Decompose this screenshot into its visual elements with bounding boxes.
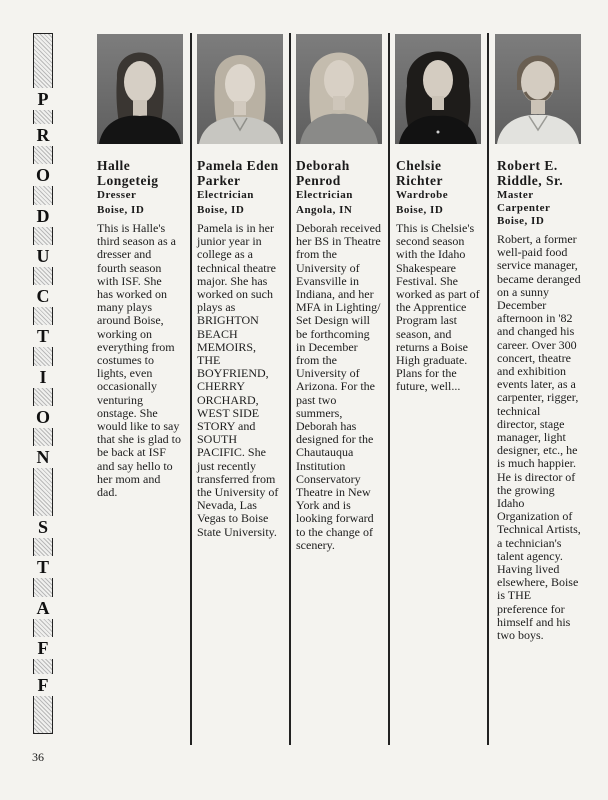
bio-line: would like to say	[97, 419, 180, 434]
bio-line: Robert, a former	[497, 232, 577, 246]
bio-line: STORY and	[197, 419, 256, 434]
bio-line: the University of	[197, 485, 279, 500]
bio-line: BOYFRIEND,	[197, 366, 269, 381]
bio-line: venturing	[97, 392, 143, 407]
bio-line: Technical Artists,	[497, 522, 581, 537]
staff-bio	[497, 233, 581, 642]
bio-line: afternoon in '82	[497, 311, 573, 326]
headshot-photo	[495, 34, 581, 144]
bio-line: from the	[296, 353, 337, 368]
portrait-image	[97, 34, 183, 144]
bio-line: junior year in	[197, 234, 262, 249]
staff-first-name: Pamela Eden	[197, 158, 279, 173]
bio-line: Indiana, and her	[296, 287, 374, 302]
staff-first-name: Robert E.	[497, 158, 558, 173]
bio-line: Idaho	[497, 496, 525, 511]
bio-line: career. Over 300	[497, 337, 577, 352]
bio-line: director, stage	[497, 416, 565, 431]
bio-line: York and is	[296, 498, 351, 513]
staff-role-line2: Carpenter	[497, 202, 551, 214]
bio-line: High graduate.	[396, 353, 468, 368]
staff-role: Electrician	[296, 189, 353, 201]
bio-line: working on	[97, 326, 152, 341]
bio-line: major. She has	[197, 273, 268, 288]
sidebar-letter: O	[32, 406, 54, 428]
bio-line: is much happier.	[497, 456, 576, 471]
portrait-image	[395, 34, 481, 144]
bio-line: on a sunny	[497, 284, 549, 299]
bio-line: her mom and	[97, 471, 161, 486]
staff-role: Wardrobe	[396, 189, 449, 201]
bio-line: Theatre in New	[296, 485, 371, 500]
sidebar-letter: C	[32, 285, 54, 307]
bio-line: and exhibition	[497, 364, 566, 379]
bio-line: Pamela is in her	[197, 221, 274, 235]
bio-line: He is director of	[497, 469, 576, 484]
sidebar-letter: D	[32, 205, 54, 227]
headshot-photo	[97, 34, 183, 144]
bio-line: became deranged	[497, 271, 581, 286]
bio-line: talent agency.	[497, 548, 563, 563]
bio-line: be forthcoming	[296, 326, 370, 341]
bio-line: has worked on	[97, 287, 167, 302]
column-divider	[388, 33, 390, 745]
bio-line: MFA in Lighting/	[296, 300, 381, 315]
sidebar-letter: T	[32, 325, 54, 347]
bio-line: with ISF. She	[97, 273, 162, 288]
bio-line: third season as a	[97, 234, 176, 249]
bio-line: December	[497, 298, 547, 313]
staff-hometown: Boise, ID	[396, 204, 444, 216]
bio-line: around Boise,	[97, 313, 164, 328]
staff-hometown: Boise, ID	[97, 204, 145, 216]
sidebar-letter: O	[32, 164, 54, 186]
staff-bio	[296, 222, 381, 552]
bio-line: two boys.	[497, 628, 544, 643]
staff-first-name: Deborah	[296, 158, 350, 173]
bio-line: worked on such	[197, 287, 273, 302]
staff-last-name: Penrod	[296, 173, 341, 188]
bio-line: fourth season	[97, 260, 162, 275]
bio-line: dresser and	[97, 247, 152, 262]
bio-line: and changed his	[497, 324, 575, 339]
bio-line: Conservatory	[296, 471, 361, 486]
bio-line: many plays	[97, 300, 152, 315]
bio-line: is THE	[497, 588, 532, 603]
bio-line: WEST SIDE	[197, 405, 260, 420]
bio-line: Shakespeare	[396, 260, 456, 275]
portrait-image	[495, 34, 581, 144]
sidebar-letter: R	[32, 124, 54, 146]
bio-line: Program last	[396, 313, 457, 328]
bio-line: worked as part of	[396, 287, 480, 302]
sidebar-letter: U	[32, 245, 54, 267]
staff-first-name: Chelsie	[396, 158, 442, 173]
bio-line: plays as	[197, 300, 236, 315]
bio-line: summers,	[296, 405, 343, 420]
bio-line: that she is glad to	[97, 432, 181, 447]
bio-line: Deborah received	[296, 221, 381, 235]
staff-last-name: Riddle, Sr.	[497, 173, 564, 188]
staff-first-name: Halle	[97, 158, 131, 173]
column-divider	[190, 33, 192, 745]
bio-line: lights, even	[97, 366, 153, 381]
bio-line: carpenter, rigger,	[497, 390, 579, 405]
bio-line: a technician's	[497, 535, 562, 550]
staff-last-name: Parker	[197, 173, 241, 188]
bio-line: to the change of	[296, 524, 373, 539]
bio-line: BEACH	[197, 326, 238, 341]
staff-bio	[197, 222, 278, 539]
sidebar-letter: N	[32, 446, 54, 468]
sidebar-letter: I	[32, 366, 54, 388]
bio-line: onstage. She	[97, 405, 158, 420]
bio-line: events later, as a	[497, 377, 576, 392]
bio-line: transferred from	[197, 471, 276, 486]
staff-hometown: Boise, ID	[497, 215, 545, 227]
bio-line: designed for the	[296, 432, 374, 447]
bio-line: State University.	[197, 524, 277, 539]
bio-line: designer, etc., he	[497, 443, 578, 458]
portrait-image	[197, 34, 283, 144]
bio-line: Chautauqua	[296, 445, 354, 460]
bio-line: the growing	[497, 482, 555, 497]
bio-line: BRIGHTON	[197, 313, 259, 328]
sidebar-letter: S	[32, 516, 54, 538]
bio-line: everything from	[97, 339, 175, 354]
bio-line: just recently	[197, 458, 256, 473]
bio-line: the Apprentice	[396, 300, 467, 315]
bio-line: past two	[296, 392, 337, 407]
bio-line: season, and	[396, 326, 452, 341]
headshot-photo	[296, 34, 382, 144]
column-divider	[289, 33, 291, 745]
headshot-photo	[197, 34, 283, 144]
bio-line: Vegas to Boise	[197, 511, 269, 526]
bio-line: future, well...	[396, 379, 461, 394]
staff-last-name: Richter	[396, 173, 443, 188]
bio-line: This is Halle's	[97, 221, 166, 235]
bio-line: from the	[296, 247, 337, 262]
bio-line: be back at ISF	[97, 445, 166, 460]
bio-line: her BS in Theatre	[296, 234, 381, 249]
sidebar-letter: A	[32, 597, 54, 619]
bio-line: concert, theatre	[497, 350, 571, 365]
bio-line: Set Design will	[296, 313, 370, 328]
bio-line: Evansville in	[296, 273, 359, 288]
sidebar-letter: F	[32, 674, 54, 696]
bio-line: PACIFIC. She	[197, 445, 266, 460]
bio-line: in December	[296, 339, 358, 354]
staff-hometown: Angola, IN	[296, 204, 353, 216]
bio-line: ORCHARD,	[197, 392, 259, 407]
bio-line: CHERRY	[197, 379, 246, 394]
bio-line: with the Idaho	[396, 247, 466, 262]
bio-line: preference for	[497, 601, 565, 616]
bio-line: college as a	[197, 247, 253, 262]
bio-line: looking forward	[296, 511, 374, 526]
bio-line: Arizona. For the	[296, 379, 375, 394]
bio-line: technical	[497, 403, 541, 418]
staff-role: Master	[497, 189, 534, 201]
bio-line: dad.	[97, 485, 118, 500]
bio-line: Deborah has	[296, 419, 357, 434]
sidebar-letter: T	[32, 556, 54, 578]
bio-line: SOUTH	[197, 432, 238, 447]
staff-role: Dresser	[97, 189, 137, 201]
bio-line: second season	[396, 234, 465, 249]
staff-bio	[97, 222, 181, 499]
bio-line: returns a Boise	[396, 339, 468, 354]
bio-line: manager, light	[497, 430, 566, 445]
bio-line: service manager,	[497, 258, 578, 273]
production-staff-sidebar	[33, 33, 53, 734]
staff-hometown: Boise, ID	[197, 204, 245, 216]
sidebar-letter: P	[32, 88, 54, 110]
bio-line: well-paid food	[497, 245, 568, 260]
sidebar-letter: F	[32, 637, 54, 659]
bio-line: Nevada, Las	[197, 498, 257, 513]
bio-line: and say hello to	[97, 458, 173, 473]
bio-line: costumes to	[97, 353, 154, 368]
bio-line: Institution	[296, 458, 346, 473]
portrait-image	[296, 34, 382, 144]
staff-bio	[396, 222, 480, 394]
bio-line: himself and his	[497, 614, 571, 629]
page-number: 36	[32, 750, 44, 764]
bio-line: THE	[197, 353, 221, 368]
bio-line: technical theatre	[197, 260, 276, 275]
staff-last-name: Longeteig	[97, 173, 159, 188]
bio-line: Organization of	[497, 509, 573, 524]
bio-line: University of	[296, 260, 360, 275]
bio-line: This is Chelsie's	[396, 221, 475, 235]
bio-line: occasionally	[97, 379, 157, 394]
bio-line: Plans for the	[396, 366, 457, 381]
bio-line: MEMOIRS,	[197, 339, 257, 354]
bio-line: Festival. She	[396, 273, 458, 288]
bio-line: Having lived	[497, 562, 560, 577]
column-divider	[487, 33, 489, 745]
headshot-photo	[395, 34, 481, 144]
bio-line: elsewhere, Boise	[497, 575, 579, 590]
bio-line: University of	[296, 366, 360, 381]
bio-line: scenery.	[296, 537, 335, 552]
staff-role: Electrician	[197, 189, 254, 201]
